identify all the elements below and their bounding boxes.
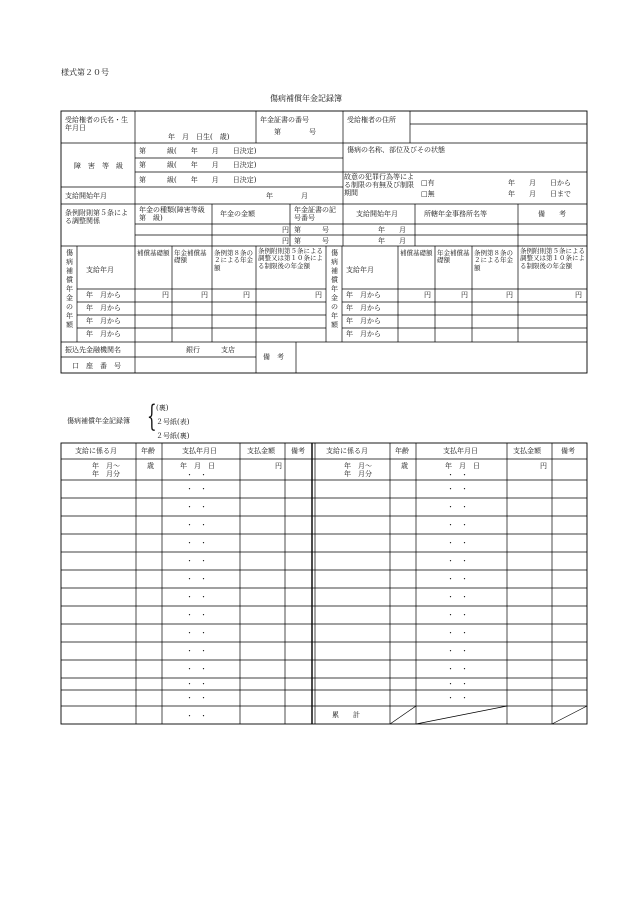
ledger-date-dots-right: ・ ・ [447,557,468,565]
pension-row-yen-right: 円 [424,291,431,299]
ph-month-right: 支給年月 [346,266,374,274]
ledger-date-dots-left: ・ ・ [186,471,207,479]
ledger-date-dots-right: ・ ・ [447,611,468,619]
yen-2: 円 [282,237,289,245]
bank-value: 銀行 支店 [186,346,235,354]
cert-value: 第 号 [274,128,316,136]
pension-row-yen-left: 円 [315,291,322,299]
pension-row-month-right: 年 月から [346,317,381,325]
lh-age-right: 年齢 [395,447,409,455]
lh-date-left: 支払年月日 [182,447,217,455]
crime-from: 年 月 日から [508,179,571,187]
ledger-first-age-left: 歳 [147,462,154,470]
ledger-first-amount-left: 円 [275,462,282,470]
ledger-first-age-right: 歳 [401,462,408,470]
pension-row-month-right: 年 月から [346,304,381,312]
ph-adjusted-right: 条例附則第５条による調整又は第１０条による制限後の年金額 [520,247,585,270]
ledger-first-amount-right: 円 [540,462,547,470]
crime-label: 故意の犯罪行為等による制限の有無及び制限期間 [344,173,414,198]
disability-grade-label: 障 害 等 級 [74,162,123,170]
ledger-date-dots-right: ・ ・ [447,503,468,511]
ph-adjusted-left: 条例附則第５条による調整又は第１０条による制限後の年金額 [258,247,323,270]
ledger-caption-item-3: ２号紙(裏) [156,432,190,440]
ph-pension-base-right: 年金補償基礎額 [437,249,470,265]
crime-no: □無 [421,190,435,198]
ledger-date-dots-left: ・ ・ [186,680,207,688]
pension-row-month-left: 年 月から [86,330,121,338]
start-month-label: 支給開始年月 [356,210,398,218]
ledger-first-date-left: 年 月 日 [180,462,215,470]
ledger-date-dots-left: ・ ・ [186,575,207,583]
ledger-date-dots-left: ・ ・ [186,557,207,565]
payment-start-label: 支給開始年月 [65,192,107,200]
ph-pension-base-left: 年金補償基礎額 [174,249,207,265]
yen-1: 円 [282,226,289,234]
ph-art8-right: 条例第８条の２による年金額 [474,249,513,272]
recipient-name-label: 受給権者の氏名・生年月日 [65,116,128,133]
ledger-date-dots-left: ・ ・ [186,629,207,637]
ph-base-right: 補償基礎額 [400,249,433,257]
lh-amount-right: 支払金額 [513,447,541,455]
pension-row-month-left: 年 月から [86,304,121,312]
ledger-date-dots-right: ・ ・ [447,629,468,637]
page-title: 傷病補償年金記録簿 [270,94,342,103]
ledger-date-dots-left: ・ ・ [186,485,207,493]
pension-row-month-left: 年 月から [86,317,121,325]
pension-row-month-left: 年 月から [86,291,121,299]
address-label: 受給権者の住所 [347,116,396,124]
ledger-date-dots-right: ・ ・ [447,575,468,583]
grade-row-1: 第 級( 年 月 日決定) [139,147,257,155]
ledger-date-dots-left: ・ ・ [186,593,207,601]
birth-line: 年 月 日生( 歳) [168,133,230,141]
dai-go-2: 第 号 [294,237,329,245]
ledger-caption-title: 傷病補償年金記録簿 [67,417,130,425]
payment-start-value: 年 月 [266,192,308,200]
bank-label: 振込先金融機関名 [65,346,121,354]
cert-record-label: 年金証書の記号番号 [294,206,336,223]
remarks-label: 備 考 [538,210,566,218]
ph-month-left: 支給年月 [86,266,114,274]
bank-remarks-label: 備 考 [263,353,284,361]
ledger-date-dots-right: ・ ・ [447,471,468,479]
lh-age-left: 年齢 [141,447,155,455]
lh-date-right: 支払年月日 [443,447,478,455]
ledger-date-dots-left: ・ ・ [186,503,207,511]
cert-label: 年金証書の番号 [260,116,309,124]
pension-row-yen-left: 円 [201,291,208,299]
ledger-date-dots-left: ・ ・ [186,712,207,720]
crime-to: 年 月 日まで [508,190,571,198]
ph-base-left: 補償基礎額 [137,249,170,257]
ledger-first-month-right: 年 月～ 年 月分 [344,462,372,479]
ledger-date-dots-right: ・ ・ [447,485,468,493]
lh-month-left: 支給に係る月 [75,447,117,455]
lh-remarks-right: 備考 [561,447,575,455]
supp5-label: 条例附則第５条による調整関係 [65,209,128,226]
lh-remarks-left: 備考 [291,447,305,455]
ph-art8-left: 条例第８条の２による年金額 [214,249,253,272]
office-label: 所轄年金事務所名等 [424,210,487,218]
ledger-date-dots-left: ・ ・ [186,521,207,529]
ledger-first-month-left: 年 月～ 年 月分 [92,462,120,479]
form-number: 様式第２０号 [61,68,109,77]
ledger-date-dots-right: ・ ・ [447,680,468,688]
grade-row-2: 第 級( 年 月 日決定) [139,161,257,169]
pension-row-yen-left: 円 [162,291,169,299]
ledger-date-dots-right: ・ ・ [447,521,468,529]
pension-row-yen-right: 円 [575,291,582,299]
ledger-date-dots-right: ・ ・ [447,539,468,547]
nen-gatsu-2: 年 月 [378,237,406,245]
ledger-date-dots-right: ・ ・ [447,647,468,655]
ledger-date-dots-left: ・ ・ [186,539,207,547]
grade-row-3: 第 級( 年 月 日決定) [139,176,257,184]
ledger-caption-item-2: ２号紙(表) [156,418,190,426]
pension-row-month-right: 年 月から [346,291,381,299]
pension-side-label-left: 傷病補償年金の年額 [66,249,73,329]
ledger-date-dots-right: ・ ・ [447,694,468,702]
pension-amount-label: 年金の金額 [220,210,255,218]
lh-amount-left: 支払金額 [247,447,275,455]
pension-row-yen-left: 円 [243,291,250,299]
ledger-date-dots-left: ・ ・ [186,665,207,673]
nen-gatsu-1: 年 月 [378,226,406,234]
dai-go-1: 第 号 [294,226,329,234]
lh-month-right: 支給に係る月 [326,447,368,455]
brace-icon: { [147,399,157,434]
pension-row-month-right: 年 月から [346,330,381,338]
crime-yes: □有 [421,179,435,187]
ledger-date-dots-left: ・ ・ [186,611,207,619]
injury-label: 傷病の名称、部位及びその状態 [347,146,445,154]
ledger-date-dots-right: ・ ・ [447,665,468,673]
pension-type-label: 年金の種類(障害等級第 級) [139,206,205,223]
account-label: 口 座 番 号 [72,362,121,370]
ledger-total-label: 累 計 [332,711,360,719]
ledger-date-dots-left: ・ ・ [186,647,207,655]
pension-side-label-right: 傷病補償年金の年額 [331,249,338,329]
pension-row-yen-right: 円 [506,291,513,299]
ledger-date-dots-right: ・ ・ [447,593,468,601]
ledger-first-date-right: 年 月 日 [445,462,480,470]
ledger-caption-item-1: (裏) [156,404,169,412]
ledger-date-dots-left: ・ ・ [186,694,207,702]
pension-row-yen-right: 円 [461,291,468,299]
